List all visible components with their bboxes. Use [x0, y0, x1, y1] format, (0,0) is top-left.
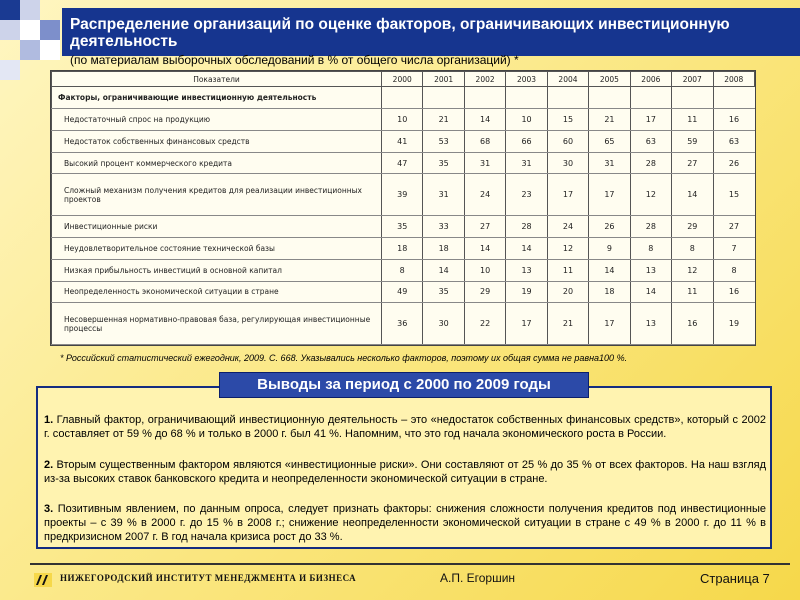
- table-cell-value: 53: [423, 130, 464, 152]
- table-cell-value: 47: [382, 152, 423, 174]
- table-cell-value: 65: [589, 130, 630, 152]
- table-cell-value: 68: [464, 130, 505, 152]
- table-cell-value: 10: [506, 108, 547, 130]
- table-row: [52, 108, 755, 130]
- table-cell-value: 19: [506, 281, 547, 303]
- table-cell-value: 49: [382, 281, 423, 303]
- table-cell-value: 14: [672, 174, 713, 216]
- table-row: [52, 237, 755, 259]
- table-cell-value: 17: [506, 303, 547, 345]
- author-name: А.П. Егоршин: [440, 571, 516, 585]
- table-row: [52, 215, 755, 237]
- table-cell-value: 15: [547, 108, 588, 130]
- conclusion-3-number: 3.: [44, 503, 54, 515]
- table-cell-value: 12: [672, 259, 713, 281]
- decor-square: [0, 60, 20, 80]
- row-label: Недостаток собственных финансовых средств: [52, 130, 382, 152]
- table-header-row: [52, 72, 755, 87]
- group-label: Факторы, ограничивающие инвестиционную деятельность: [52, 87, 382, 109]
- table-cell-value: 14: [506, 237, 547, 259]
- table-cell-value: 8: [672, 237, 713, 259]
- institute-logo-icon: [34, 573, 52, 587]
- table-cell-value: 8: [713, 259, 755, 281]
- table-cell-value: 16: [713, 281, 755, 303]
- table-cell-value: 11: [547, 259, 588, 281]
- header-year: 2008: [713, 72, 755, 87]
- conclusion-1-number: 1.: [44, 414, 54, 426]
- table-cell-value: 18: [423, 237, 464, 259]
- table-cell-value: 23: [506, 174, 547, 216]
- table-cell-empty: [713, 87, 755, 109]
- table-cell-value: 12: [630, 174, 671, 216]
- conclusion-3: [44, 502, 766, 544]
- table-cell-value: 31: [423, 174, 464, 216]
- organization-name: НИЖЕГОРОДСКИЙ ИНСТИТУТ МЕНЕДЖМЕНТА И БИЗНЕСА: [60, 573, 357, 583]
- conclusion-2: [44, 458, 766, 486]
- table-cell-value: 27: [464, 215, 505, 237]
- conclusion-1-text: Главный фактор, ограничивающий инвестиционную деятельность – это «недостаток собственных финансовых средств», который с 2002 г. составляет от 59 % до 68 % и только в 2000 г. был 41 %. Напомним, что это год начала экономического роста в России.: [44, 414, 766, 440]
- table-cell-value: 39: [382, 174, 423, 216]
- decor-square: [40, 20, 60, 40]
- table-cell-value: 21: [589, 108, 630, 130]
- table-cell-empty: [589, 87, 630, 109]
- table-cell-value: 33: [423, 215, 464, 237]
- scanned-table: [50, 70, 756, 346]
- decor-square: [20, 20, 40, 40]
- table-cell-value: 29: [672, 215, 713, 237]
- slide-title: Распределение организаций по оценке факторов, ограничивающих инвестиционную деятельность: [70, 16, 730, 50]
- table-cell-value: 63: [713, 130, 755, 152]
- row-label: Сложный механизм получения кредитов для реализации инвестиционных проектов: [52, 174, 382, 216]
- table-row: [52, 174, 755, 216]
- table-cell-value: 14: [464, 108, 505, 130]
- table-cell-value: 28: [506, 215, 547, 237]
- conclusion-2-number: 2.: [44, 459, 54, 471]
- header-year: 2007: [672, 72, 713, 87]
- table-cell-empty: [672, 87, 713, 109]
- table-cell-value: 31: [506, 152, 547, 174]
- table-cell-value: 30: [423, 303, 464, 345]
- footer-divider: [30, 563, 790, 565]
- table-cell-value: 20: [547, 281, 588, 303]
- table-cell-value: 31: [464, 152, 505, 174]
- factors-table: [51, 71, 755, 345]
- table-cell-value: 35: [423, 281, 464, 303]
- table-cell-value: 8: [382, 259, 423, 281]
- table-cell-value: 27: [713, 215, 755, 237]
- row-label: Инвестиционные риски: [52, 215, 382, 237]
- table-cell-value: 18: [382, 237, 423, 259]
- row-label: Высокий процент коммерческого кредита: [52, 152, 382, 174]
- conclusion-1: [44, 413, 766, 441]
- table-cell-value: 10: [464, 259, 505, 281]
- header-year: 2004: [547, 72, 588, 87]
- table-cell-value: 30: [547, 152, 588, 174]
- table-cell-empty: [547, 87, 588, 109]
- table-cell-value: 27: [672, 152, 713, 174]
- table-cell-value: 14: [630, 281, 671, 303]
- table-group-row: [52, 87, 755, 109]
- table-cell-value: 14: [589, 259, 630, 281]
- table-cell-value: 63: [630, 130, 671, 152]
- table-cell-value: 18: [589, 281, 630, 303]
- table-cell-empty: [630, 87, 671, 109]
- table-cell-value: 17: [630, 108, 671, 130]
- table-cell-value: 36: [382, 303, 423, 345]
- table-row: [52, 303, 755, 345]
- table-cell-value: 16: [672, 303, 713, 345]
- table-cell-value: 24: [547, 215, 588, 237]
- table-cell-empty: [464, 87, 505, 109]
- table-cell-value: 26: [713, 152, 755, 174]
- table-cell-value: 8: [630, 237, 671, 259]
- table-cell-value: 21: [547, 303, 588, 345]
- decor-square: [40, 40, 60, 60]
- table-cell-empty: [506, 87, 547, 109]
- table-cell-value: 11: [672, 281, 713, 303]
- row-label: Неудовлетворительное состояние технической базы: [52, 237, 382, 259]
- table-cell-empty: [423, 87, 464, 109]
- table-cell-value: 13: [630, 259, 671, 281]
- table-cell-value: 29: [464, 281, 505, 303]
- table-cell-value: 41: [382, 130, 423, 152]
- table-cell-value: 12: [547, 237, 588, 259]
- header-year: 2006: [630, 72, 671, 87]
- slide-subtitle: (по материалам выборочных обследований в % от общего числа организаций) *: [70, 53, 519, 67]
- table-cell-value: 17: [547, 174, 588, 216]
- page-number: Страница 7: [700, 571, 770, 586]
- conclusion-2-text: Вторым существенным фактором являются «инвестиционные риски». Они составляют от 25 % до 35 % от всех факторов. На наш взгляд из-за высоких ставок банковского кредита и неопределенности экономической ситуации в стране.: [44, 459, 766, 485]
- table-cell-value: 17: [589, 303, 630, 345]
- table-cell-value: 13: [630, 303, 671, 345]
- table-cell-value: 16: [713, 108, 755, 130]
- table-cell-value: 14: [464, 237, 505, 259]
- table-cell-value: 60: [547, 130, 588, 152]
- decor-square: [20, 0, 40, 20]
- table-cell-value: 28: [630, 215, 671, 237]
- table-cell-value: 19: [713, 303, 755, 345]
- footnote: * Российский статистический ежегодник, 2009. С. 668. Указывались несколько факторов, поэтому их общая сумма не равна100 %.: [60, 353, 628, 363]
- table-cell-value: 22: [464, 303, 505, 345]
- table-cell-value: 35: [423, 152, 464, 174]
- table-cell-value: 10: [382, 108, 423, 130]
- conclusions-title: Выводы за период с 2000 по 2009 годы: [219, 372, 589, 398]
- conclusion-3-text: Позитивным явлением, по данным опроса, следует признать факторы: снижения сложности получения кредитов под инвестиционные проекты – с 39 % в 2000 г. до 15 % в 2008 г.; снижение неопределенности экономической ситуации в стране с 49 % в 2000 г. до 11 % в предкризисном 2007 г. В год начала кризиса рост до 33 %.: [44, 503, 766, 543]
- table-cell-value: 21: [423, 108, 464, 130]
- row-label: Недостаточный спрос на продукцию: [52, 108, 382, 130]
- table-cell-value: 31: [589, 152, 630, 174]
- table-cell-value: 17: [589, 174, 630, 216]
- decor-square: [0, 0, 20, 20]
- table-cell-value: 35: [382, 215, 423, 237]
- table-cell-value: 7: [713, 237, 755, 259]
- table-cell-value: 24: [464, 174, 505, 216]
- table-cell-value: 15: [713, 174, 755, 216]
- table-cell-value: 13: [506, 259, 547, 281]
- decor-square: [0, 20, 20, 40]
- header-indicators: Показатели: [52, 72, 382, 87]
- decor-square: [20, 40, 40, 60]
- table-cell-empty: [382, 87, 423, 109]
- table-cell-value: 59: [672, 130, 713, 152]
- header-year: 2000: [382, 72, 423, 87]
- header-year: 2005: [589, 72, 630, 87]
- table-cell-value: 26: [589, 215, 630, 237]
- table-cell-value: 14: [423, 259, 464, 281]
- table-row: [52, 281, 755, 303]
- table-cell-value: 11: [672, 108, 713, 130]
- row-label: Неопределенность экономической ситуации в стране: [52, 281, 382, 303]
- table-cell-value: 9: [589, 237, 630, 259]
- table-row: [52, 259, 755, 281]
- table-cell-value: 66: [506, 130, 547, 152]
- header-year: 2002: [464, 72, 505, 87]
- table-cell-value: 28: [630, 152, 671, 174]
- table-row: [52, 130, 755, 152]
- header-year: 2003: [506, 72, 547, 87]
- header-year: 2001: [423, 72, 464, 87]
- row-label: Несовершенная нормативно-правовая база, регулирующая инвестиционные процессы: [52, 303, 382, 345]
- table-row: [52, 152, 755, 174]
- row-label: Низкая прибыльность инвестиций в основной капитал: [52, 259, 382, 281]
